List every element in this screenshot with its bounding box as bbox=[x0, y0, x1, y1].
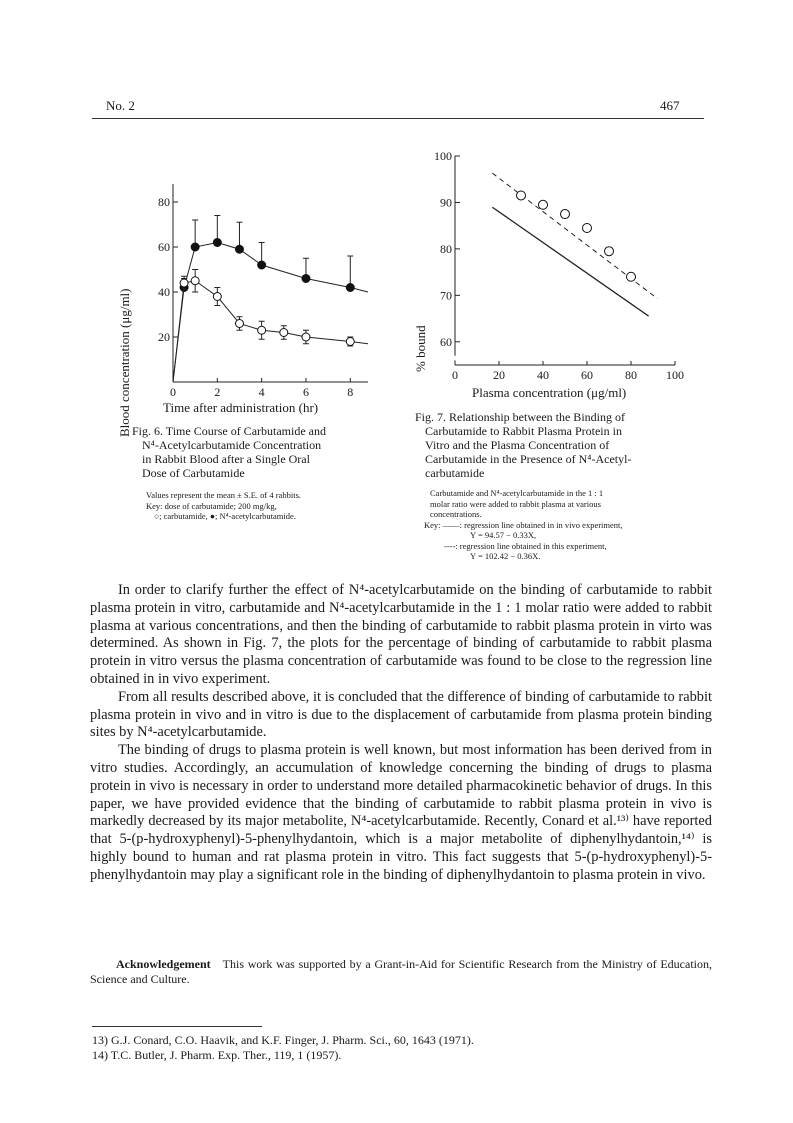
fig6-data-point bbox=[346, 284, 354, 292]
fig7-x-axis-label: Plasma concentration (μg/ml) bbox=[472, 385, 627, 400]
paragraph: The binding of drugs to plasma protein is well known, but most information has been derived from in vitro studies. Accordingly, an accumulation of knowledge concerning the binding of drugs to plasma protein in vivo is necessary in order to understand more detailed pharmacokinetic behavior of drugs. In this paper, we have provided evidence that the binding of carbutamide to rabbit plasma protein in vivo is markedly decreased by its major metabolite, N⁴-acetylcarbutamide. Recently, Conard et al.¹³⁾ have reported that 5-(p-hydroxyphenyl)-5-phenylhydantoin, which is a major metabolite of diphenylhydantoin,¹⁴⁾ is highly bound to human and rat plasma protein in vitro. This fact suggests that 5-(p-hydroxyphenyl)-5-phenylhydantoin may play a significant role in the binding of diphenylhydantoin to plasma protein in vivo. bbox=[90, 742, 712, 883]
fig7-note-line: Key: ——: regression line obtained in in vivo experiment, bbox=[424, 519, 623, 530]
fig6-y-tick-label: 20 bbox=[158, 330, 170, 344]
fig7-y-axis-label: % bound bbox=[413, 325, 428, 372]
fig6-series-line bbox=[173, 243, 368, 383]
fig7-axes bbox=[434, 149, 684, 382]
fig6-caption-line: Dose of Carbutamide bbox=[142, 466, 245, 480]
fig7-x-tick-label: 100 bbox=[666, 368, 684, 382]
fig7-data-point bbox=[605, 247, 614, 256]
fig6-data-point bbox=[213, 239, 221, 247]
fig6-data-point bbox=[213, 293, 221, 301]
paragraph: In order to clarify further the effect of N⁴-acetylcarbutamide on the binding of carbutamide to rabbit plasma protein in vitro, carbutamide and N⁴-acetylcarbutamide in the 1 : 1 molar ratio were added to rabbit plasma at various concentrations, and then the binding of carbutamide to rabbit plasma protein in virto was determined. As shown in Fig. 7, the plots for the percentage of binding of carbutamide to rabbit plasma protein in vitro versus the plasma concentration of carbutamide was found to be close to the regression line obtained in in vivo experiment. bbox=[90, 582, 712, 687]
fig7-caption-line: Vitro and the Plasma Concentration of bbox=[425, 438, 610, 452]
reference-item: 14) T.C. Butler, J. Pharm. Exp. Ther., 119, 1 (1957). bbox=[92, 1048, 342, 1062]
fig7-note bbox=[424, 488, 700, 562]
fig6-note-line: Values represent the mean ± S.E. of 4 rabbits. bbox=[146, 490, 302, 500]
fig7-note-line: molar ratio were added to rabbit plasma at various bbox=[430, 498, 601, 509]
fig6-note bbox=[146, 490, 386, 522]
fig7-note-line: ----: regression line obtained in this experiment, bbox=[444, 540, 607, 551]
fig6-data-point bbox=[302, 333, 310, 341]
fig6-x-tick-label: 2 bbox=[214, 385, 221, 399]
acknowledgement bbox=[90, 957, 712, 987]
fig6-y-tick-label: 40 bbox=[158, 285, 170, 299]
body-text bbox=[90, 582, 712, 885]
fig6-caption bbox=[132, 424, 382, 480]
header-rule bbox=[92, 118, 704, 119]
fig6-note-line: ○; carbutamide, ●; N⁴-acetylcarbutamide. bbox=[154, 511, 296, 521]
fig7-note-line: Y = 94.57 − 0.33X, bbox=[470, 530, 537, 540]
fig6-x-tick-label: 8 bbox=[347, 385, 354, 399]
fig6-y-tick-label: 60 bbox=[158, 240, 170, 254]
fig7-x-tick-label: 40 bbox=[537, 368, 549, 382]
fig7-y-tick-label: 80 bbox=[440, 241, 452, 256]
fig7-caption-line: Carbutamide in the Presence of N⁴-Acetyl- bbox=[425, 452, 632, 466]
fig6-data-point bbox=[258, 261, 266, 269]
fig7-note-line: Carbutamide and N⁴-acetylcarbutamide in the 1 : 1 bbox=[430, 488, 604, 498]
fig7-y-tick-label: 90 bbox=[440, 195, 452, 210]
fig7-note-line: concentrations. bbox=[430, 509, 482, 519]
fig6-caption-line: Fig. 6. Time Course of Carbutamide and bbox=[132, 424, 326, 438]
fig6-y-axis-label: Blood concentration (μg/ml) bbox=[117, 288, 132, 437]
fig6-caption-line: in Rabbit Blood after a Single Oral bbox=[142, 452, 310, 466]
fig6-caption-line: N⁴-Acetylcarbutamide Concentration bbox=[142, 438, 322, 452]
acknowledgement-heading: Acknowledgement bbox=[116, 957, 211, 971]
fig6-data-point bbox=[346, 338, 354, 346]
reference-item: 13) G.J. Conard, C.O. Haavik, and K.F. Finger, J. Pharm. Sci., 60, 1643 (1971). bbox=[92, 1033, 474, 1047]
fig7-note-line: Y = 102.42 − 0.36X. bbox=[470, 551, 541, 561]
fig6-data-point bbox=[235, 245, 243, 253]
fig7-caption-line: Carbutamide to Rabbit Plasma Protein in bbox=[425, 424, 622, 438]
fig6-data-point bbox=[191, 243, 199, 251]
references bbox=[92, 1033, 474, 1063]
fig7-x-tick-label: 60 bbox=[581, 368, 593, 382]
fig6-data-point bbox=[258, 326, 266, 334]
fig7-series-group bbox=[492, 173, 657, 316]
fig6-x-axis-label: Time after administration (hr) bbox=[163, 400, 319, 415]
fig7-y-tick-label: 60 bbox=[440, 334, 452, 349]
fig7-caption-line: Fig. 7. Relationship between the Binding of bbox=[415, 410, 625, 424]
fig7-x-tick-label: 20 bbox=[493, 368, 505, 382]
fig6-x-tick-label: 4 bbox=[258, 385, 265, 399]
page-number: 467 bbox=[660, 98, 680, 113]
fig6-axes bbox=[158, 184, 368, 399]
fig7-data-point bbox=[517, 191, 526, 200]
fig7-y-tick-label: 70 bbox=[440, 288, 452, 303]
fig6-data-point bbox=[302, 275, 310, 283]
fig6-note-line: Key: dose of carbutamide; 200 mg/kg, bbox=[146, 500, 277, 511]
fig6-x-tick-label: 6 bbox=[302, 385, 309, 399]
fig6-data-point bbox=[191, 277, 199, 285]
fig7-x-tick-label: 0 bbox=[452, 368, 458, 382]
fig7-regression-line-in-vivo bbox=[492, 207, 648, 316]
fig7-data-point bbox=[627, 272, 636, 281]
fig7-data-point bbox=[561, 210, 570, 219]
fig6-x-tick-label: 0 bbox=[170, 385, 176, 399]
acknowledgement-text: This work was supported by a Grant-in-Aid for Scientific Research from the Ministry of Education, Science and Culture. bbox=[90, 957, 712, 986]
fig6-series-group bbox=[173, 216, 368, 383]
fig6-data-point bbox=[235, 320, 243, 328]
fig6-series-line bbox=[173, 281, 368, 382]
fig7-y-tick-label: 100 bbox=[434, 149, 452, 163]
paragraph: From all results described above, it is concluded that the difference of binding of carbutamide to rabbit plasma protein in vivo and in vitro is due to the displacement of carbutamide from plasma protein binding sites by N⁴-acetylcarbutamide. bbox=[90, 688, 712, 741]
journal-issue: No. 2 bbox=[106, 98, 135, 113]
fig7-data-point bbox=[583, 223, 592, 232]
fig7-x-tick-label: 80 bbox=[625, 368, 637, 382]
fig6-data-point bbox=[280, 329, 288, 337]
fig7-caption-line: carbutamide bbox=[425, 466, 485, 480]
fig7-data-point bbox=[539, 200, 548, 209]
fig6-y-tick-label: 80 bbox=[158, 195, 170, 209]
fig7-caption bbox=[415, 410, 685, 480]
fig7-chart bbox=[398, 142, 698, 404]
references-rule bbox=[92, 1026, 262, 1027]
fig6-data-point bbox=[180, 279, 188, 287]
